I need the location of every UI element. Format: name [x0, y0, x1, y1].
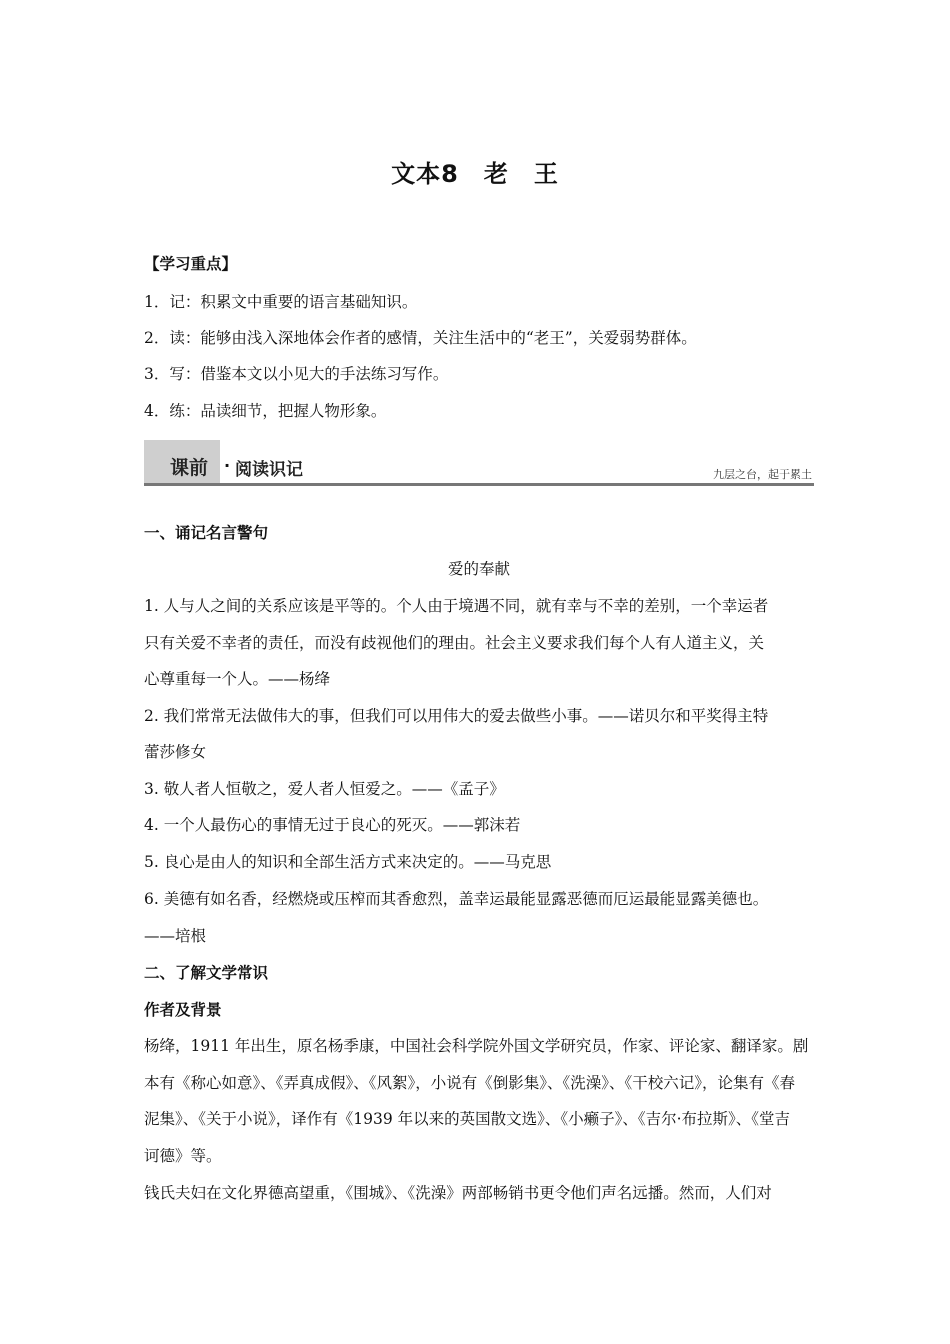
study-focus-heading: 【学习重点】	[144, 255, 238, 273]
quote-line: 4. 一个人最伤心的事情无过于良心的死灭。——郭沫若	[144, 816, 521, 834]
study-focus-item: 4．练：品读细节，把握人物形象。	[144, 402, 387, 420]
banner-dot: ·	[224, 456, 231, 475]
quote-line: 3. 敬人者人恒敬之，爱人者人恒爱之。——《孟子》	[144, 780, 505, 798]
paragraph-line: 泥集》、《关于小说》，译作有《1939 年以来的英国散文选》、《小癞子》、《吉尔·布拉斯》、《堂吉	[144, 1110, 791, 1128]
quote-line: 蕾莎修女	[144, 743, 207, 761]
page-title: 文本8 老 王	[391, 160, 559, 188]
banner-motto: 九层之台，起于累土	[713, 468, 812, 481]
section-subtitle: 爱的奉献	[447, 560, 510, 578]
paragraph-line: 本有《称心如意》、《弄真成假》、《风絮》，小说有《倒影集》、《洗澡》、《干校六记》，论集有《春	[144, 1074, 796, 1092]
study-focus-item: 2．读：能够由浅入深地体会作者的感情，关注生活中的“老王”，关爱弱势群体。	[144, 329, 697, 347]
paragraph-line: 钱氏夫妇在文化界德高望重，《围城》、《洗澡》两部畅销书更令他们声名远播。然而，人们对	[144, 1184, 772, 1202]
paragraph-line: 杨绛，1911 年出生，原名杨季康，中国社会科学院外国文学研究员，作家、评论家、翻译家。剧	[144, 1037, 809, 1055]
paragraph-line: 诃德》等。	[144, 1147, 222, 1165]
study-focus-item: 3．写：借鉴本文以小见大的手法练习写作。	[144, 365, 449, 383]
section-heading: 一、诵记名言警句	[144, 524, 269, 542]
study-focus-item: 1．记：积累文中重要的语言基础知识。	[144, 293, 418, 311]
section-heading: 二、了解文学常识	[144, 964, 269, 982]
quote-line: 1. 人与人之间的关系应该是平等的。个人由于境遇不同，就有幸与不幸的差别，一个幸运者	[144, 597, 769, 615]
quote-line: 心尊重每一个人。——杨绛	[144, 670, 331, 688]
banner-divider	[144, 483, 814, 486]
quote-line: 2. 我们常常无法做伟大的事，但我们可以用伟大的爱去做些小事。——诺贝尔和平奖得主特	[144, 707, 769, 725]
quote-line: 6. 美德有如名香，经燃烧或压榨而其香愈烈，盖幸运最能显露恶德而厄运最能显露美德也。	[144, 890, 769, 908]
banner-tab-label: 课前	[170, 457, 209, 479]
quote-line: ——培根	[144, 927, 207, 945]
quote-line: 只有关爱不幸者的责任，而没有歧视他们的理由。社会主义要求我们每个人有人道主义，关	[144, 634, 765, 652]
section-subheading: 作者及背景	[144, 1001, 222, 1019]
quote-line: 5. 良心是由人的知识和全部生活方式来决定的。——马克思	[144, 853, 552, 871]
section-banner	[144, 440, 814, 486]
banner-subtitle: 阅读识记	[235, 460, 303, 480]
